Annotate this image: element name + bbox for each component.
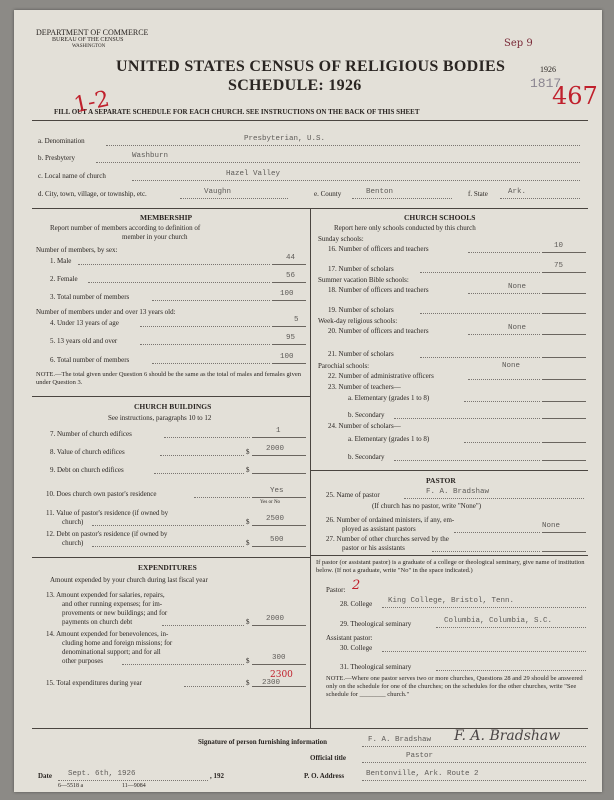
q5-value: 95	[286, 334, 296, 342]
date-stamp: Sep 9	[504, 38, 533, 49]
q25-label: 25. Name of pastor	[326, 491, 380, 499]
county-label: e. County	[314, 190, 342, 198]
q2-label: 2. Female	[50, 275, 78, 283]
q12-label-2: church)	[62, 539, 84, 547]
q15-red-total: 2300	[270, 670, 293, 680]
schools-intro: Report here only schools conducted by this church	[334, 224, 476, 232]
q3-label: 3. Total number of members	[50, 293, 130, 301]
expenditures-heading: EXPENDITURES	[138, 563, 197, 572]
city-label: WASHINGTON	[72, 44, 106, 49]
q25-subnote: (If church has no pastor, write "None")	[372, 502, 482, 510]
q10-label: 10. Does church own pastor's residence	[46, 490, 157, 498]
q14-label-3: denominational support; and for all	[62, 648, 161, 656]
q18-label: 18. Number of officers and teachers	[328, 286, 429, 294]
q7-label: 7. Number of church edifices	[50, 430, 132, 438]
parochial-schools-label: Parochial schools:	[318, 362, 370, 370]
q4-label: 4. Under 13 years of age	[50, 319, 119, 327]
members-by-sex-label: Number of members, by sex:	[36, 246, 118, 254]
q1-value: 44	[286, 254, 296, 262]
q14-label-4: other purposes	[62, 657, 104, 665]
assistant-pastor-label: Assistant pastor:	[326, 634, 373, 642]
q8-value: 2000	[266, 445, 285, 453]
form-number: 6—5518 a	[58, 783, 84, 789]
sunday-schools-label: Sunday schools:	[318, 235, 364, 243]
q15-value: 2300	[262, 679, 281, 687]
pastor-rule	[310, 555, 588, 556]
date-label: Date	[38, 772, 52, 780]
q16-value: 10	[554, 242, 564, 250]
q11-value: 2500	[266, 515, 285, 523]
q16-label: 16. Number of officers and teachers	[328, 245, 429, 253]
q29-value: Columbia, Columbia, S.C.	[444, 617, 553, 625]
q28-label: 28. College	[340, 600, 373, 608]
city-field-value: Vaughn	[204, 188, 232, 196]
q23a-label: a. Elementary (grades 1 to 8)	[348, 394, 430, 402]
q18-value: None	[508, 283, 527, 291]
q26-label: 26. Number of ordained ministers, if any, em-	[326, 516, 455, 524]
q27-label-2: pastor or his assistants	[342, 544, 405, 552]
q17-label: 17. Number of scholars	[328, 265, 394, 273]
buildings-heading: CHURCH BUILDINGS	[134, 402, 212, 411]
q27-label: 27. Number of other churches served by the	[326, 535, 449, 543]
q8-dollar: $	[246, 448, 250, 456]
po-address-label: P. O. Address	[304, 772, 345, 780]
q26-label-2: ployed as assistant pastors	[342, 525, 416, 533]
q14-label: 14. Amount expended for benevolences, in-	[46, 630, 169, 638]
date-year-suffix: , 192	[210, 772, 224, 780]
red-number: 467	[552, 82, 598, 110]
q31-label: 31. Theological seminary	[340, 663, 412, 671]
q20-label: 20. Number of officers and teachers	[328, 327, 429, 335]
census-schedule-sheet	[14, 10, 602, 792]
q23-label: 23. Number of teachers—	[328, 383, 401, 391]
pastor-note: NOTE.—Where one pastor serves two or more churches, Questions 28 and 29 should be answered only on the schedule for one of the churches; on the schedules for the other churches, write "See schedule for ________ church."	[326, 675, 583, 698]
q11-dollar: $	[246, 518, 250, 526]
red-annotation: 1-2	[71, 86, 112, 119]
q20-value: None	[508, 324, 527, 332]
pastor-label: Pastor:	[326, 586, 346, 594]
q1-label: 1. Male	[50, 257, 72, 265]
city-field-label: d. City, town, village, or township, etc.	[38, 190, 147, 198]
header-rule	[32, 120, 588, 121]
q14-label-2: cluding home and foreign missions; for	[62, 639, 173, 647]
department-label: DEPARTMENT OF COMMERCE	[36, 28, 149, 37]
q24a-label: a. Elementary (grades 1 to 8)	[348, 435, 430, 443]
schools-rule	[310, 470, 588, 471]
q6-label: 6. Total number of members	[50, 356, 130, 364]
q26-value: None	[542, 522, 561, 530]
q13-dollar: $	[246, 618, 250, 626]
q11-label-2: church)	[62, 518, 84, 526]
q13-value: 2000	[266, 615, 285, 623]
weekday-schools-label: Week-day religious schools:	[318, 317, 398, 325]
official-title-label: Official title	[310, 754, 346, 762]
schedule-title: SCHEDULE: 1926	[228, 77, 362, 94]
q9-dollar: $	[246, 466, 250, 474]
q23b-label: b. Secondary	[348, 411, 385, 419]
expenditures-subheading: Amount expended by your church during last fiscal year	[50, 576, 208, 584]
denomination-value: Presbyterian, U.S.	[244, 135, 326, 143]
graduate-note: If pastor (or assistant pastor) is a graduate of a college or theological seminary, give name of institution below. (If not a graduate, write "No" in the space indicated.)	[316, 559, 585, 574]
local-name-label: c. Local name of church	[38, 172, 106, 180]
membership-intro: Report number of members according to definition of	[50, 224, 201, 232]
q24b-label: b. Secondary	[348, 453, 385, 461]
q15-label: 15. Total expenditures during year	[46, 679, 142, 687]
q12-value: 500	[270, 536, 284, 544]
q13-label-4: payments on church debt	[62, 618, 133, 626]
buildings-rule	[32, 557, 310, 558]
q25-value: F. A. Bradshaw	[426, 488, 490, 496]
signature-label: Signature of person furnishing information	[198, 738, 327, 746]
q11-label: 11. Value of pastor's residence (if owned by	[46, 509, 169, 517]
q6-value: 100	[280, 353, 294, 361]
q7-value: 1	[276, 427, 281, 435]
q3-value: 100	[280, 290, 294, 298]
summer-schools-label: Summer vacation Bible schools:	[318, 276, 409, 284]
instruction-line: FILL OUT A SEPARATE SCHEDULE FOR EACH CHURCH. SEE INSTRUCTIONS ON THE BACK OF THIS SHEET	[54, 108, 420, 116]
pastor-heading: PASTOR	[426, 476, 456, 485]
column-divider	[310, 208, 311, 728]
q29-label: 29. Theological seminary	[340, 620, 412, 628]
q21-label: 21. Number of scholars	[328, 350, 394, 358]
q22-value: None	[502, 362, 521, 370]
bureau-label: BUREAU OF THE CENSUS	[52, 37, 124, 43]
pastor-red-mark: 2	[352, 578, 361, 593]
q13-label-2: and other running expenses; for im-	[62, 600, 163, 608]
q14-dollar: $	[246, 657, 250, 665]
q24-label: 24. Number of scholars—	[328, 422, 401, 430]
q10-value: Yes	[270, 487, 284, 495]
signature-typed: F. A. Bradshaw	[368, 736, 432, 744]
page-title: UNITED STATES CENSUS OF RELIGIOUS BODIES	[116, 58, 506, 75]
q9-label: 9. Debt on church edifices	[50, 466, 124, 474]
presbytery-label: b. Presbytery	[38, 154, 75, 162]
denomination-label: a. Denomination	[38, 137, 85, 145]
membership-heading: MEMBERSHIP	[140, 213, 193, 222]
q13-label-3: provements or new buildings; and for	[62, 609, 168, 617]
q14-value: 300	[272, 654, 286, 662]
q22-label: 22. Number of administrative officers	[328, 372, 434, 380]
presbytery-value: Washburn	[132, 152, 169, 160]
q13-label: 13. Amount expended for salaries, repairs,	[46, 591, 165, 599]
q17-value: 75	[554, 262, 564, 270]
membership-note: NOTE.—The total given under Question 6 should be the same as the total of males and females given under Question 3.	[36, 371, 301, 386]
q28-value: King College, Bristol, Tenn.	[388, 597, 515, 605]
membership-intro-2: member in your church	[122, 233, 188, 241]
print-number: 11—9084	[122, 783, 146, 789]
q12-label: 12. Debt on pastor's residence (if owned by	[46, 530, 168, 538]
membership-rule	[32, 396, 310, 397]
local-name-value: Hazel Valley	[226, 170, 281, 178]
signature-handwritten: F. A. Bradshaw	[454, 728, 561, 744]
county-value: Benton	[366, 188, 394, 196]
q8-label: 8. Value of church edifices	[50, 448, 125, 456]
members-by-age-label: Number of members under and over 13 years old:	[36, 308, 176, 316]
q30-label: 30. College	[340, 644, 373, 652]
q15-dollar: $	[246, 679, 250, 687]
schools-heading: CHURCH SCHOOLS	[404, 213, 476, 222]
official-title-value: Pastor	[406, 752, 434, 760]
q4-value: 5	[294, 316, 299, 324]
yes-no-hint: Yes or No	[260, 500, 281, 505]
state-value: Ark.	[508, 188, 527, 196]
buildings-subheading: See instructions, paragraphs 10 to 12	[108, 414, 212, 422]
state-label: f. State	[468, 190, 488, 198]
stamped-number: 1817	[530, 76, 562, 91]
q2-value: 56	[286, 272, 296, 280]
q19-label: 19. Number of scholars	[328, 306, 394, 314]
q12-dollar: $	[246, 539, 250, 547]
q5-label: 5. 13 years old and over	[50, 337, 118, 345]
po-address-value: Bentonville, Ark. Route 2	[366, 770, 479, 778]
year-label: 1926	[540, 65, 556, 74]
date-value: Sept. 6th, 1926	[68, 770, 136, 778]
